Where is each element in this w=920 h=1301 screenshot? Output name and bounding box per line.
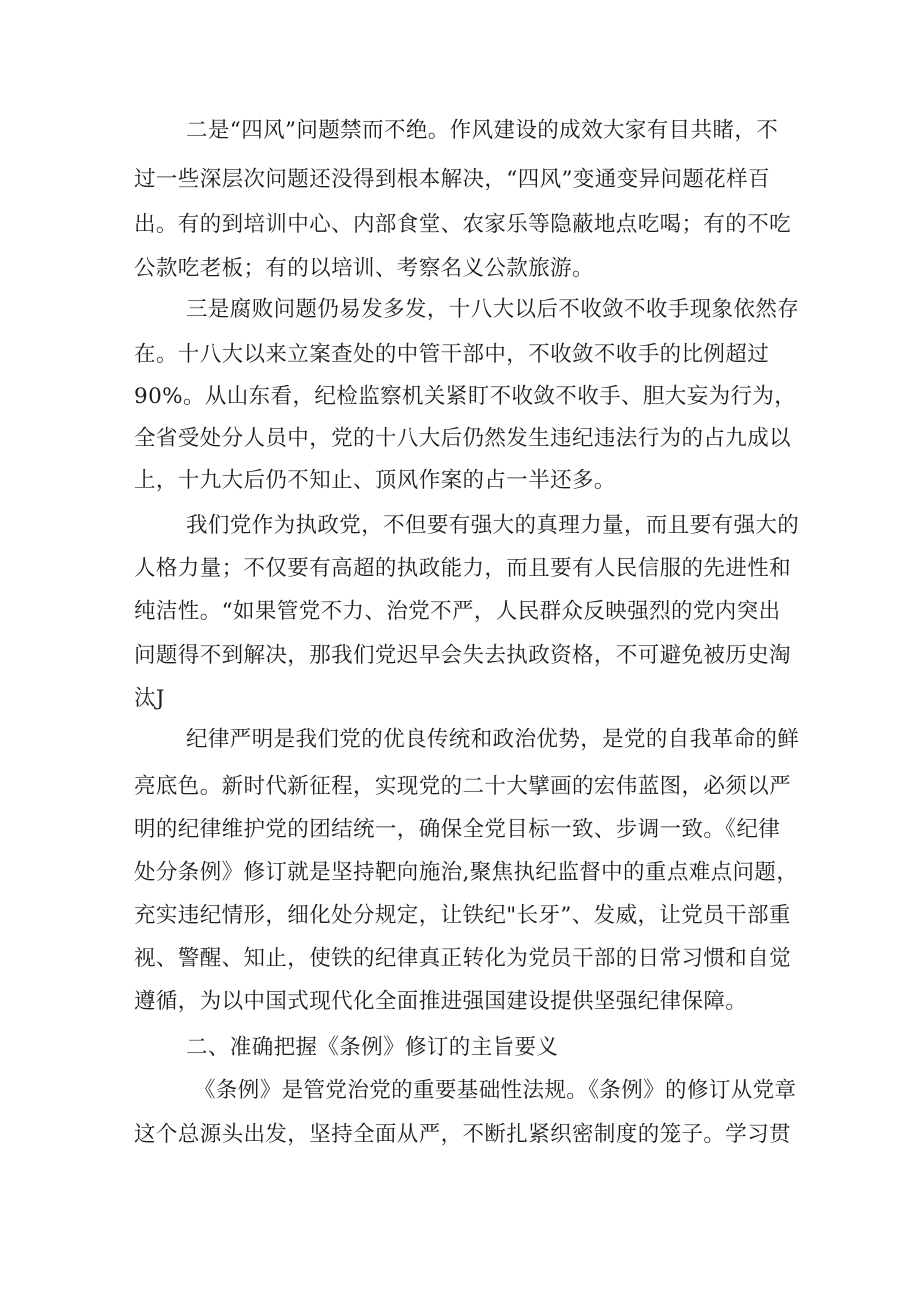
paragraph-4-line-1: 纪律严明是我们党的优良传统和政治优势，是党的自我革命的鲜 (186, 727, 800, 752)
paragraph-3-line-3: 纯洁性。“如果管党不力、治党不严，人民群众反映强烈的党内突出 (134, 599, 781, 624)
paragraph-1-line-3: 出。有的到培训中心、内部食堂、农家乐等隐蔽地点吃喝；有的不吃 (134, 212, 792, 237)
paragraph-1-line-4: 公款吃老板；有的以培训、考察名义公款旅游。 (134, 256, 594, 281)
paragraph-2-line-2: 在。十八大以来立案查处的中管干部中，不收敛不收手的比例超过 (134, 342, 770, 367)
paragraph-3-line-1: 我们党作为执政党，不但要有强大的真理力量，而且要有强大的 (186, 513, 800, 538)
paragraph-2-line-4: 全省受处分人员中，党的十八大后仍然发生违纪违法行为的占九成以 (134, 426, 792, 451)
paragraph-2-line-3: 90%。从山东看，纪检监察机关紧盯不收敛不收手、胆大妄为行为， (134, 384, 797, 409)
paragraph-2-line-1: 三是腐败问题仍易发多发，十八大以后不收敛不收手现象依然存 (186, 297, 800, 322)
paragraph-1-line-2: 过一些深层次问题还没得到根本解决，“四风”变通变异问题花样百 (134, 167, 770, 192)
paragraph-3-line-2: 人格力量；不仅要有高超的执政能力，而且要有人民信服的先进性和 (134, 556, 792, 581)
paragraph-4-line-7: 遵循，为以中国式现代化全面推进强国建设提供坚强纪律保障。 (134, 989, 748, 1014)
paragraph-4-line-2: 亮底色。新时代新征程，实现党的二十大擘画的宏伟蓝图，必须以严 (134, 774, 792, 799)
paragraph-2-line-5: 上，十九大后仍不知止、顶风作案的占一半还多。 (134, 468, 616, 493)
section-heading: 二、准确把握《条例》修订的主旨要义 (186, 1035, 559, 1060)
paragraph-1-line-1: 二是“四风”问题禁而不绝。作风建设的成效大家有目共睹，不 (186, 118, 779, 143)
paragraph-4-line-4: 处分条例》修订就是坚持靶向施治,聚焦执纪监督中的重点难点问题， (134, 860, 799, 885)
paragraph-3-line-4: 问题得不到解决，那我们党迟早会失去执政资格，不可避免被历史淘 (134, 643, 792, 668)
paragraph-3-line-5: 汰J (134, 686, 165, 711)
paragraph-4-line-3: 明的纪律维护党的团结统一，确保全党目标一致、步调一致。《纪律 (134, 817, 781, 842)
paragraph-4-line-5: 充实违纪情形，细化处分规定，让铁纪"长牙”、发威，让党员干部重 (134, 903, 791, 928)
paragraph-6-line-2: 这个总源头出发，坚持全面从严，不断扎紧织密制度的笼子。学习贯 (134, 1122, 792, 1147)
paragraph-6-line-1: 《条例》是管党治党的重要基础性法规。《条例》的修订从党章 (194, 1078, 797, 1103)
paragraph-4-line-6: 视、警醒、知止，使铁的纪律真正转化为党员干部的日常习惯和自觉 (134, 946, 792, 971)
